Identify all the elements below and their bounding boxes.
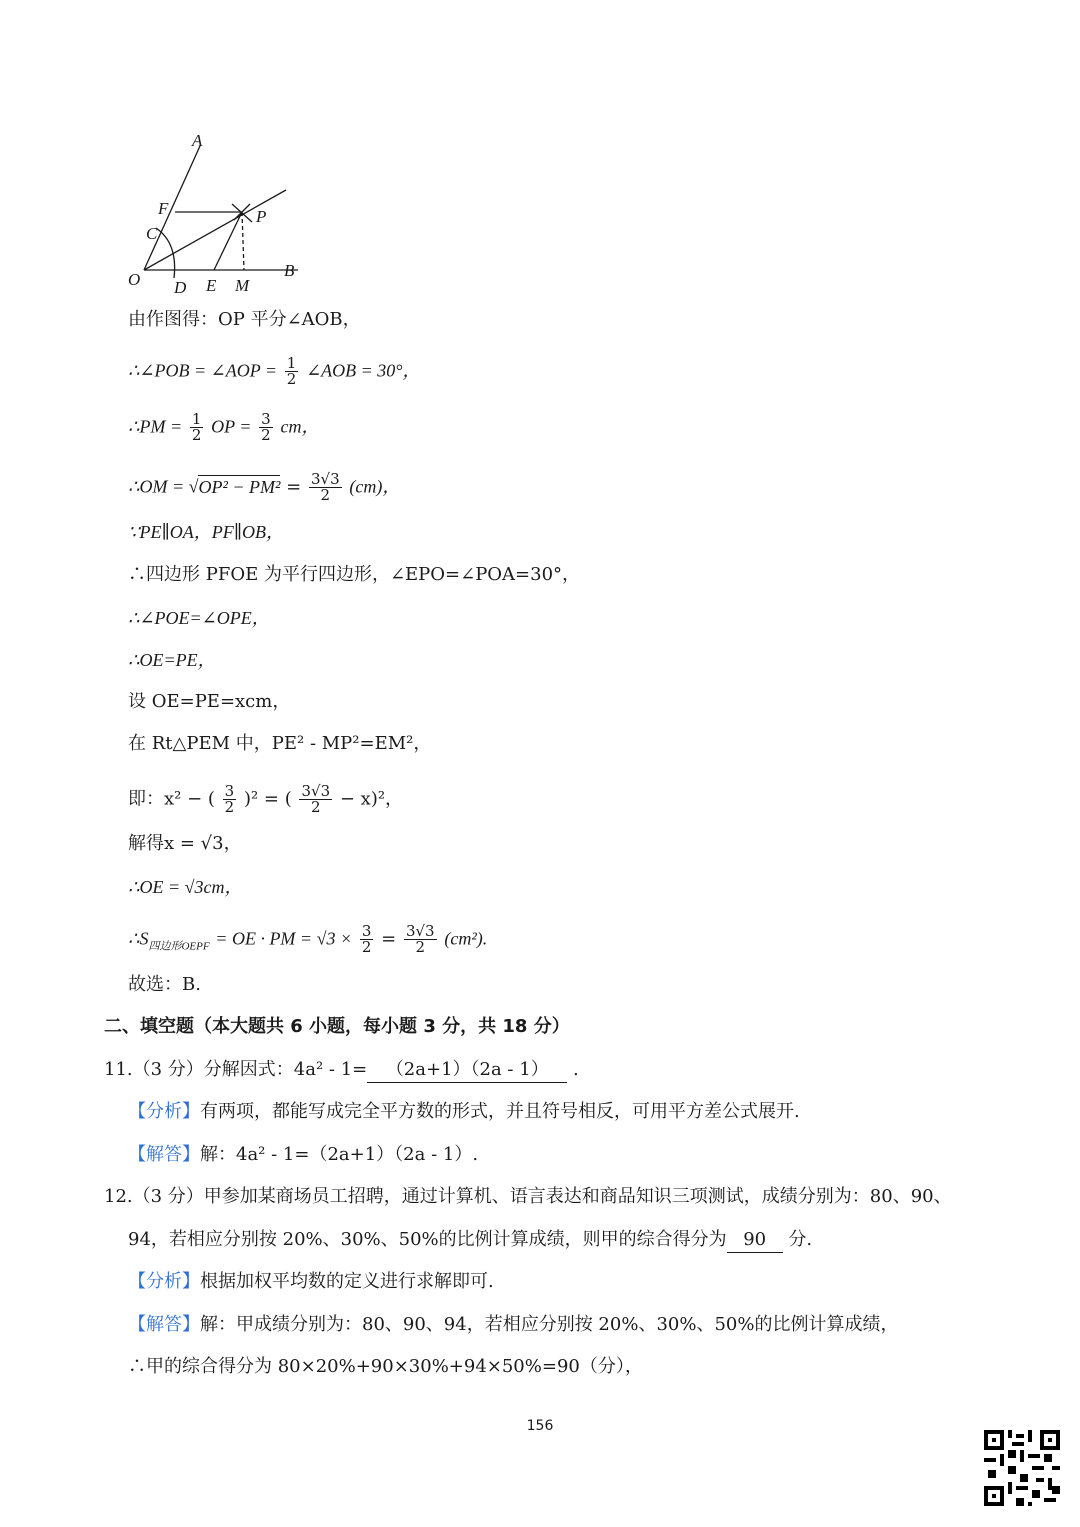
label-o: O — [128, 270, 141, 289]
geometry-figure — [120, 128, 320, 300]
solution-line-2: ∴∠POB = ∠AOP = $\frac{1}{2}$ ∠AOB = 30°， — [128, 354, 421, 388]
solution-line-6: ∴四边形 PFOE 为平行四边形，∠EPO=∠POA=30°， — [128, 564, 581, 585]
label-a: A — [192, 131, 203, 150]
label-p: P — [256, 207, 267, 226]
q11-analysis: 【分析】有两项，都能写成完全平方数的形式，并且符号相反，可用平方差公式展开. — [128, 1101, 800, 1122]
solution-tag: 【解答】 — [128, 1314, 200, 1335]
label-f: F — [158, 199, 169, 218]
segment-pe — [214, 212, 242, 270]
solution-line-9: 设 OE=PE=xcm， — [128, 691, 291, 712]
solution-tag: 【解答】 — [128, 1144, 200, 1165]
solution-line-10: 在 Rt△PEM 中，PE² - MP²=EM²， — [128, 733, 432, 754]
solution-line-1: 由作图得：OP 平分∠AOB， — [128, 309, 361, 330]
q12-solution: 【解答】解：甲成绩分别为：80、90、94，若相应分别按 20%、30%、50%的比例计算成绩， — [128, 1314, 899, 1335]
question-12: 12.（3 分）甲参加某商场员工招聘，通过计算机、语言表达和商品知识三项测试，成绩分别为：80、90、 — [104, 1186, 952, 1207]
solution-line-12: 解得x = √3， — [128, 833, 242, 854]
q11-solution: 【解答】解：4a² - 1=（2a+1）（2a - 1）. — [128, 1144, 479, 1165]
solution-line-14: $\therefore S_{四边形OEPF}$ = OE · PM = √3 × $\frac{3}{2}$ = $\frac{3√3}{2}$ (cm²). — [128, 922, 488, 956]
solution-line-8: ∴OE=PE， — [128, 650, 216, 670]
solution-line-7: ∴∠POE=∠OPE， — [128, 608, 270, 628]
solution-line-11: 即：x² − ( $\frac{3}{2}$ )² = ( $\frac{3√3}{2}$ − x)²， — [128, 782, 404, 816]
analysis-tag: 【分析】 — [128, 1101, 200, 1122]
qr-code-icon — [984, 1430, 1060, 1506]
section-heading: 二、填空题（本大题共 6 小题，每小题 3 分，共 18 分） — [104, 1016, 570, 1037]
solution-line-5: ∵PE∥OA，PF∥OB， — [128, 522, 285, 542]
label-m: M — [235, 276, 250, 295]
q12-analysis: 【分析】根据加权平均数的定义进行求解即可. — [128, 1271, 494, 1292]
solution-line-15: 故选：B. — [128, 974, 201, 995]
question-11: 11.（3 分）分解因式：4a² - 1= （2a+1）（2a - 1） . — [104, 1058, 579, 1083]
answer-blank: 90 — [727, 1228, 783, 1253]
page-number: 156 — [526, 1418, 554, 1434]
fraction: $\frac{1}{2}$ — [286, 354, 297, 388]
q12-conclusion: ∴甲的综合得分为 80×20%+90×30%+94×50%=90（分）， — [128, 1356, 643, 1377]
label-d: D — [174, 278, 187, 297]
solution-line-3: ∴PM = $\frac{1}{2}$ OP = $\frac{3}{2}$ cm， — [128, 410, 320, 444]
segment-pm — [242, 212, 244, 270]
solution-line-4: ∴OM = √OP² − PM² = $\frac{3√3}{2}$ (cm)， — [128, 470, 401, 504]
label-c: C — [146, 224, 158, 243]
solution-line-13: ∴OE = √3cm， — [128, 877, 243, 897]
analysis-tag: 【分析】 — [128, 1271, 200, 1292]
answer-blank: （2a+1）（2a - 1） — [367, 1058, 567, 1083]
label-b: B — [284, 261, 295, 280]
label-e: E — [206, 276, 217, 295]
question-12-cont: 94，若相应分别按 20%、30%、50%的比例计算成绩，则甲的综合得分为 90 分. — [128, 1228, 812, 1253]
